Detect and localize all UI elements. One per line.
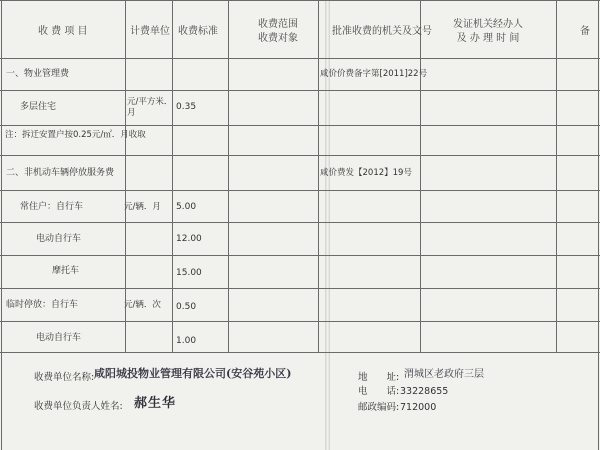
zip-value: 712000 [400,402,437,413]
rule-col-remark [556,0,557,352]
rule-row8 [0,321,600,322]
person-label: 收费单位负责人姓名: [34,401,123,412]
person-signature: 郝生华 [134,396,177,411]
rule-row2 [0,125,600,126]
row6-standard: 12.00 [176,234,202,244]
address-value: 渭城区老政府三层 [404,369,484,380]
rule-col-issuer [420,0,421,352]
header-remark: 备 [580,26,590,37]
header-unit: 计费单位 [130,26,170,37]
phone-value: 33228655 [400,386,449,397]
row4-authority: 咸价费发【2012】19号 [320,168,412,178]
rule-row5 [0,222,600,223]
row6-item: 电动自行车 [36,234,82,244]
row9-standard: 1.00 [176,336,197,346]
rule-right [598,0,599,450]
rule-row3 [0,155,600,156]
row2-unit: 元/平方米．月 [127,97,173,118]
row9-item: 电动自行车 [36,333,82,343]
row5-standard: 5.00 [176,202,197,212]
row8-item: 临时停放：自行车 [6,300,79,310]
rule-row7 [0,288,600,289]
rule-col-scope [228,0,229,352]
header-issuer: 发证机关经办人 及 办 理 时 间 [453,19,523,44]
rule-table-bottom [0,352,600,353]
row5-unit: 元/辆．月 [124,202,161,212]
row4-item: 二、非机动车辆停放服务费 [6,168,115,178]
rule-row6 [0,255,600,256]
rule-col-authority [318,0,319,352]
book-spine [325,0,330,450]
rule-row1 [0,90,600,91]
rule-header-bottom [0,58,600,59]
header-standard: 收费标准 [178,26,218,37]
header-authority: 批准收费的机关及文号 [332,26,432,37]
phone-label: 电 话: [358,386,400,397]
row2-standard: 0.35 [176,102,197,112]
rule-left [1,0,2,450]
header-item: 收 费 项 目 [38,26,88,37]
unit-name-value: 咸阳城投物业管理有限公司(安谷苑小区) [94,367,292,380]
rule-row4 [0,190,600,191]
address-label: 地 址: [358,372,400,383]
row8-standard: 0.50 [176,302,197,312]
row1-item: 一、物业管理费 [6,69,70,79]
row7-standard: 15.00 [176,268,202,278]
row7-item: 摩托车 [52,266,80,276]
zip-label: 邮政编码: [358,402,400,413]
row1-authority: 咸价价费备字第[2011]22号 [320,69,428,79]
row3-note: 注：拆迁安置户按0.25元/㎡．月收取 [5,130,146,140]
row2-item: 多层住宅 [20,102,57,112]
row8-unit: 元/辆．次 [124,300,161,310]
row5-item: 常住户：自行车 [20,202,84,212]
header-scope: 收费范围 收费对象 [258,19,298,44]
rule-top [0,0,600,1]
unit-name-label: 收费单位名称: [34,372,95,383]
rule-col-standard [172,0,173,352]
